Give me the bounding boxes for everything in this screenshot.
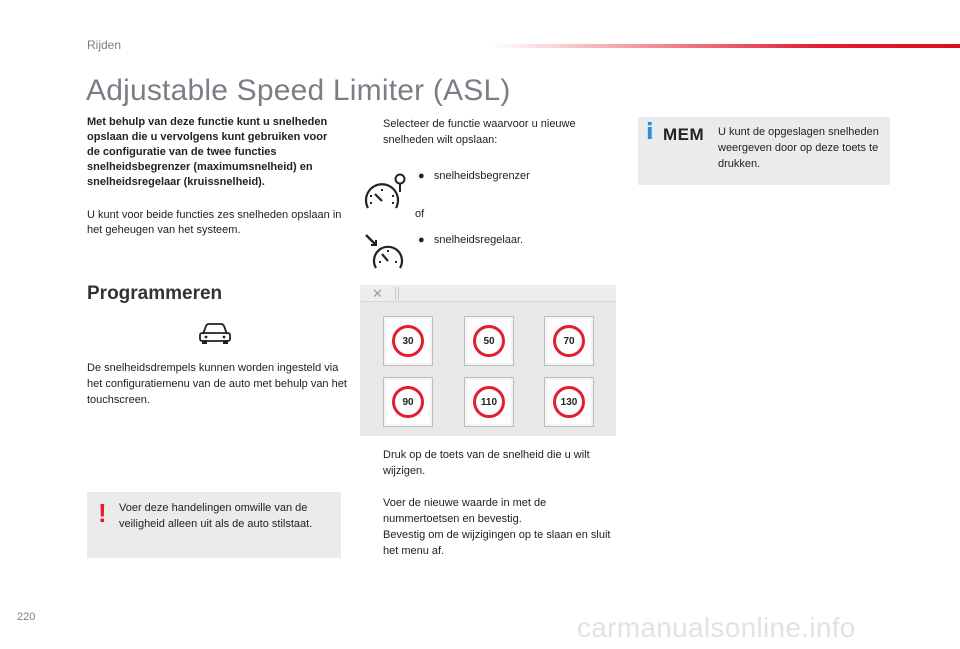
speed-limiter-icon xyxy=(362,170,410,216)
intro-text: U kunt voor beide functies zes snelheden opslaan in het geheugen van het systeem. xyxy=(87,209,342,236)
programmeren-text: De snelheidsdrempels kunnen worden ingesteld via het configuratiemenu van de auto met behulp van het touchscreen. xyxy=(87,362,347,406)
step-press: Druk op de toets van de snelheid die u wilt wijzigen. xyxy=(383,449,590,477)
speed-button-130[interactable] xyxy=(544,377,594,427)
intro-bold-text: Met behulp van deze functie kunt u snelheden opslaan die u vervolgens kunt gebruiken voor de configuratie van de twee functies snelheidsbegrenzer (maximumsnelheid) en snelheidsregelaar (kruissnelheid). xyxy=(87,116,328,188)
topbar-divider xyxy=(398,287,399,300)
step-select: Selecteer de functie waarvoor u nieuwe snelheden wilt opslaan: xyxy=(383,118,576,146)
step-confirm: Bevestig om de wijzigingen op te slaan en sluit het menu af. xyxy=(383,529,611,557)
or-text: of xyxy=(415,208,425,220)
speed-sign: 70 xyxy=(553,325,585,357)
speed-sign: 110 xyxy=(473,386,505,418)
speed-sign: 50 xyxy=(473,325,505,357)
step-enter: Voer de nieuwe waarde in met de nummertoetsen en bevestig. xyxy=(383,497,547,525)
speed-sign: 90 xyxy=(392,386,424,418)
speed-sign: 130 xyxy=(553,386,585,418)
car-icon xyxy=(197,320,233,346)
speed-button-110[interactable] xyxy=(464,377,514,427)
page-number: 220 xyxy=(17,611,36,623)
speed-button-50[interactable] xyxy=(464,316,514,366)
info-icon: i xyxy=(646,120,654,145)
section-heading-programmeren: Programmeren xyxy=(87,283,223,304)
bullet-cruise-control: ● snelheidsregelaar. xyxy=(418,234,524,246)
watermark: carmanualsonline.info xyxy=(577,612,856,643)
section-label: Rijden xyxy=(87,38,122,52)
info-text: U kunt de opgeslagen snelheden weergeven door op deze toets te drukken. xyxy=(718,126,879,170)
page-title: Adjustable Speed Limiter (ASL) xyxy=(86,74,511,107)
cruise-control-icon xyxy=(362,232,410,270)
speed-button-90[interactable] xyxy=(383,377,433,427)
bullet-speed-limiter: ● snelheidsbegrenzer xyxy=(418,170,530,182)
close-icon[interactable]: ✕ xyxy=(372,286,383,301)
speed-button-30[interactable] xyxy=(383,316,433,366)
header-accent-line xyxy=(490,44,960,48)
warning-text: Voer deze handelingen omwille van de veiligheid alleen uit als de auto stilstaat. xyxy=(119,502,313,530)
speed-sign: 30 xyxy=(392,325,424,357)
warning-icon: ! xyxy=(98,498,107,528)
topbar-divider xyxy=(395,287,396,300)
mem-button-label: MEM xyxy=(663,125,705,144)
speed-button-70[interactable] xyxy=(544,316,594,366)
